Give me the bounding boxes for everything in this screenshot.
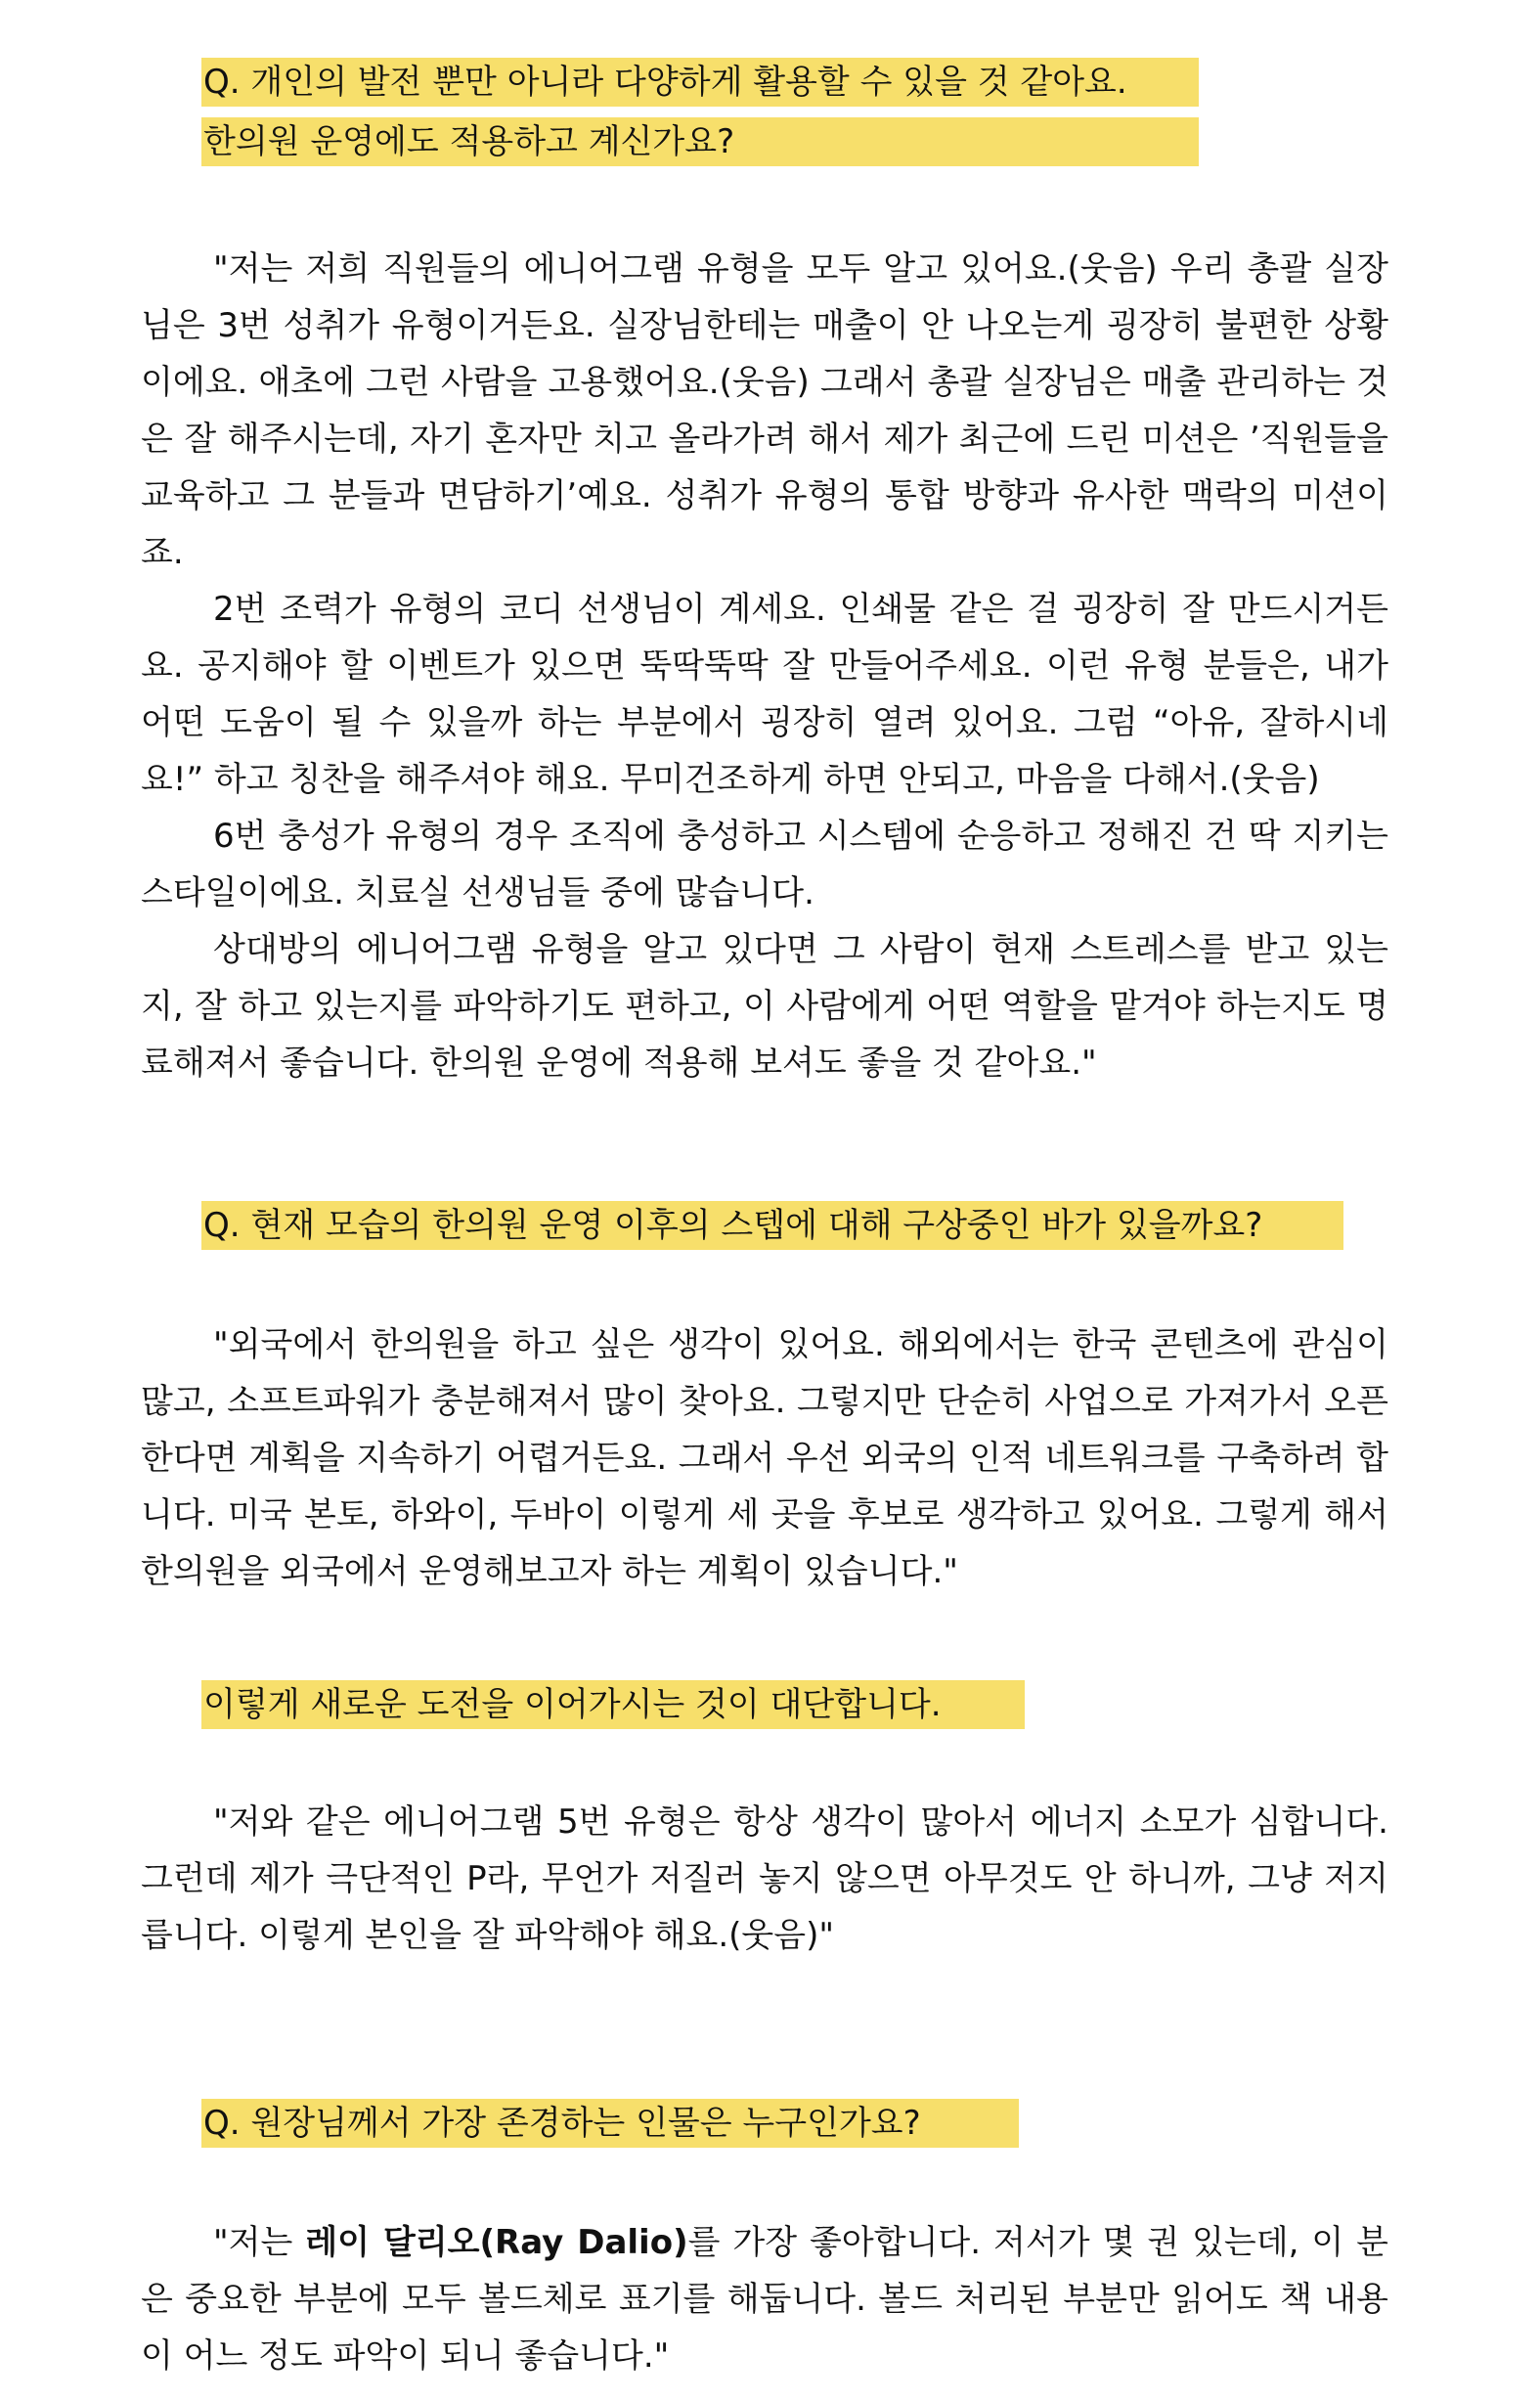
question-highlight-1a: Q. 개인의 발전 뿐만 아니라 다양하게 활용할 수 있을 것 같아요. xyxy=(201,58,1199,107)
answer-3-paragraph-1: "저와 같은 에니어그램 5번 유형은 항상 생각이 많아서 에너지 소모가 심합니다. 그런데 제가 극단적인 P라, 무언가 저질러 놓지 않으면 아무것도 안 하니까, 그냥 저지릅니다. 이렇게 본인을 잘 파악해야 해요.(웃음)" xyxy=(141,1802,1388,1955)
answer-1-paragraph-1: "저는 저희 직원들의 에니어그램 유형을 모두 알고 있어요.(웃음) 우리 총괄 실장님은 3번 성취가 유형이거든요. 실장님한테는 매출이 안 나오는게 굉장히 불편한 상황이에요. 애초에 그런 사람을 고용했어요.(웃음) 그래서 총괄 실장님은 매출 관리하는 것은 잘 해주시는데, 자기 혼자만 치고 올라가려 해서 제가 최근에 드린 미션은 ’직원들을 교육하고 그 분들과 면담하기’예요. 성취가 유형의 통합 방향과 유사한 맥락의 미션이죠. xyxy=(141,249,1388,572)
answer-1-paragraph-4: 상대방의 에니어그램 유형을 알고 있다면 그 사람이 현재 스트레스를 받고 있는지, 잘 하고 있는지를 파악하기도 편하고, 이 사람에게 어떤 역할을 맡겨야 하는지도 명료해져서 좋습니다. 한의원 운영에 적용해 보셔도 좋을 것 같아요." xyxy=(141,930,1388,1083)
answer-3 xyxy=(141,1794,1388,1964)
answer-2-paragraph-1: "외국에서 한의원을 하고 싶은 생각이 있어요. 해외에서는 한국 콘텐츠에 관심이 많고, 소프트파워가 충분해져서 많이 찾아요. 그렇지만 단순히 사업으로 가져가서 오픈한다면 계획을 지속하기 어렵거든요. 그래서 우선 외국의 인적 네트워크를 구축하려 합니다. 미국 본토, 하와이, 두바이 이렇게 세 곳을 후보로 생각하고 있어요. 그렇게 해서 한의원을 외국에서 운영해보고자 하는 계획이 있습니다." xyxy=(141,1325,1388,1591)
question-highlight-2: Q. 현재 모습의 한의원 운영 이후의 스텝에 대해 구상중인 바가 있을까요? xyxy=(201,1201,1343,1250)
answer-4-paragraph-1 xyxy=(141,2214,1388,2384)
question-highlight-1b: 한의원 운영에도 적용하고 계신가요? xyxy=(201,117,1199,166)
answer-1-paragraph-3: 6번 충성가 유형의 경우 조직에 충성하고 시스템에 순응하고 정해진 건 딱 지키는 스타일이에요. 치료실 선생님들 중에 많습니다. xyxy=(141,817,1388,912)
answer-4-text-after: 를 가장 좋아합니다. 저서가 몇 권 있는데, 이 분은 중요한 부분에 모두 볼드체로 표기를 해둡니다. 볼드 처리된 부분만 읽어도 책 내용이 어느 정도 파악이 되니 좋습니다." xyxy=(141,2223,1388,2376)
answer-1 xyxy=(141,241,1388,1091)
answer-1-paragraph-2: 2번 조력가 유형의 코디 선생님이 계세요. 인쇄물 같은 걸 굉장히 잘 만드시거든요. 공지해야 할 이벤트가 있으면 뚝딱뚝딱 잘 만들어주세요. 이런 유형 분들은, 내가 어떤 도움이 될 수 있을까 하는 부분에서 굉장히 열려 있어요. 그럼 “아유, 잘하시네요!” 하고 칭찬을 해주셔야 해요. 무미건조하게 하면 안되고, 마음을 다해서.(웃음) xyxy=(141,590,1388,799)
answer-2 xyxy=(141,1316,1388,1600)
question-highlight-4: Q. 원장님께서 가장 존경하는 인물은 누구인가요? xyxy=(201,2099,1019,2148)
question-highlight-3: 이렇게 새로운 도전을 이어가시는 것이 대단합니다. xyxy=(201,1680,1025,1729)
answer-4 xyxy=(141,2214,1388,2384)
answer-4-text-before: "저는 xyxy=(213,2223,306,2262)
answer-4-bold-name: 레이 달리오(Ray Dalio) xyxy=(305,2223,688,2262)
